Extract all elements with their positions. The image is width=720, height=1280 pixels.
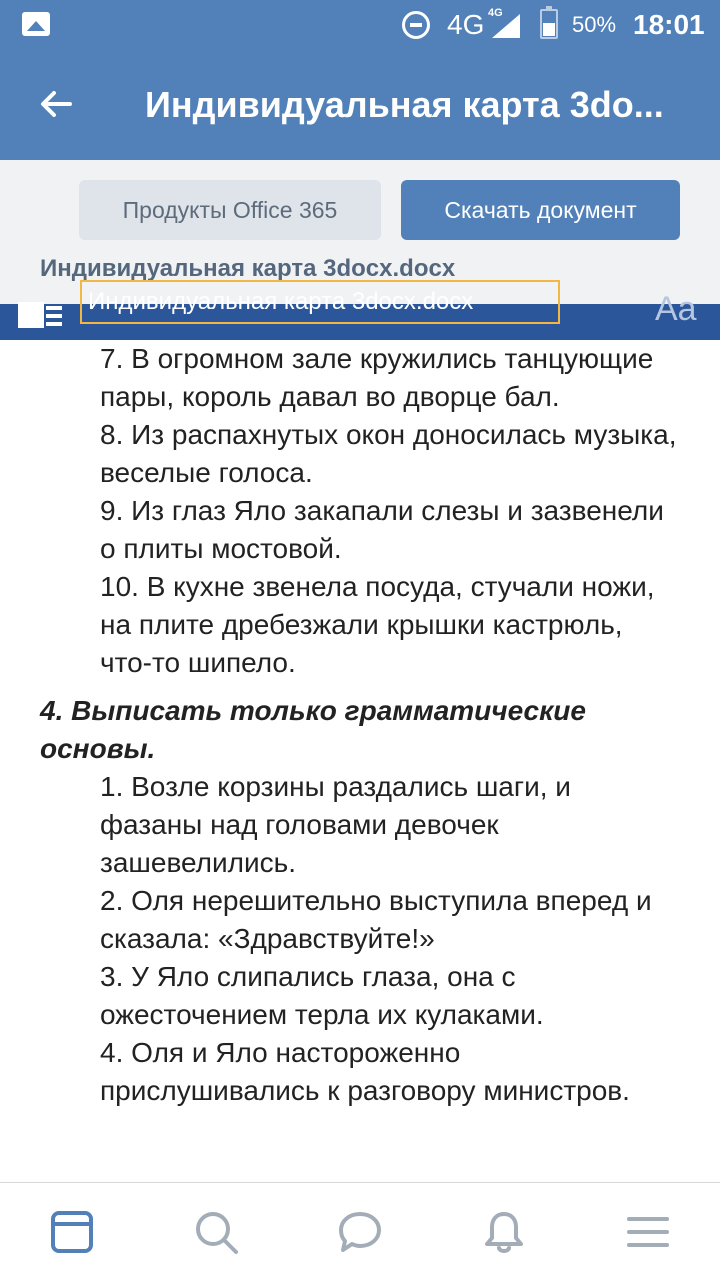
list-item: 8. Из распахнутых окон доносилась музыка, веселые голоса. <box>100 419 677 488</box>
menu-icon[interactable] <box>625 1209 671 1255</box>
status-bar <box>0 0 720 50</box>
word-viewer-toolbar <box>0 288 720 340</box>
network-type: 4G <box>447 9 485 40</box>
bottom-navigation <box>0 1182 720 1280</box>
clock: 18:01 <box>633 9 705 40</box>
app-bar <box>0 50 720 160</box>
notifications-bell-icon[interactable] <box>481 1209 527 1255</box>
file-name: Индивидуальная карта 3docx.docx <box>40 255 456 282</box>
list-item: 7. В огромном зале кружились танцующие пары, король давал во дворце бал. <box>100 343 654 412</box>
page-title: Индивидуальная карта 3do... <box>145 84 664 125</box>
signal-icon <box>492 14 520 38</box>
list-item: 2. Оля нерешительно выступила вперед и сказала: «Здравствуйте!» <box>100 885 652 954</box>
list-item: 3. У Яло слипались глаза, она с ожесточением терла их кулаками. <box>100 961 544 1030</box>
back-arrow-icon[interactable] <box>36 84 76 124</box>
battery-percent: 50% <box>572 12 617 37</box>
list-item: 1. Возле корзины раздались шаги, и фазаны над головами девочек зашевелились. <box>100 771 571 878</box>
battery-icon <box>540 9 558 39</box>
task-heading: 4. Выписать только грамматические основы. <box>40 695 586 764</box>
messages-icon[interactable] <box>337 1209 383 1255</box>
file-name-field[interactable]: Индивидуальная карта 3docx.docx <box>80 280 560 324</box>
list-item: 4. Оля и Яло настороженно прислушивались к разговору министров. <box>100 1037 630 1106</box>
download-document-button[interactable]: Скачать документ <box>401 180 680 240</box>
news-feed-icon[interactable] <box>49 1209 95 1255</box>
network-type-small: 4G <box>488 7 503 19</box>
gallery-icon <box>22 12 50 36</box>
list-item: 9. Из глаз Яло закапали слезы и зазвенели о плиты мостовой. <box>100 495 664 564</box>
document-content <box>0 340 720 1182</box>
text-size-button[interactable]: Aa <box>655 290 697 328</box>
word-logo-icon <box>18 298 64 328</box>
office-products-button[interactable]: Продукты Office 365 <box>79 180 381 240</box>
search-icon[interactable] <box>193 1209 239 1255</box>
do-not-disturb-icon <box>402 11 430 39</box>
list-item: 10. В кухне звенела посуда, стучали ножи, на плите дребезжали крышки кастрюль, что-то шипело. <box>100 571 655 678</box>
